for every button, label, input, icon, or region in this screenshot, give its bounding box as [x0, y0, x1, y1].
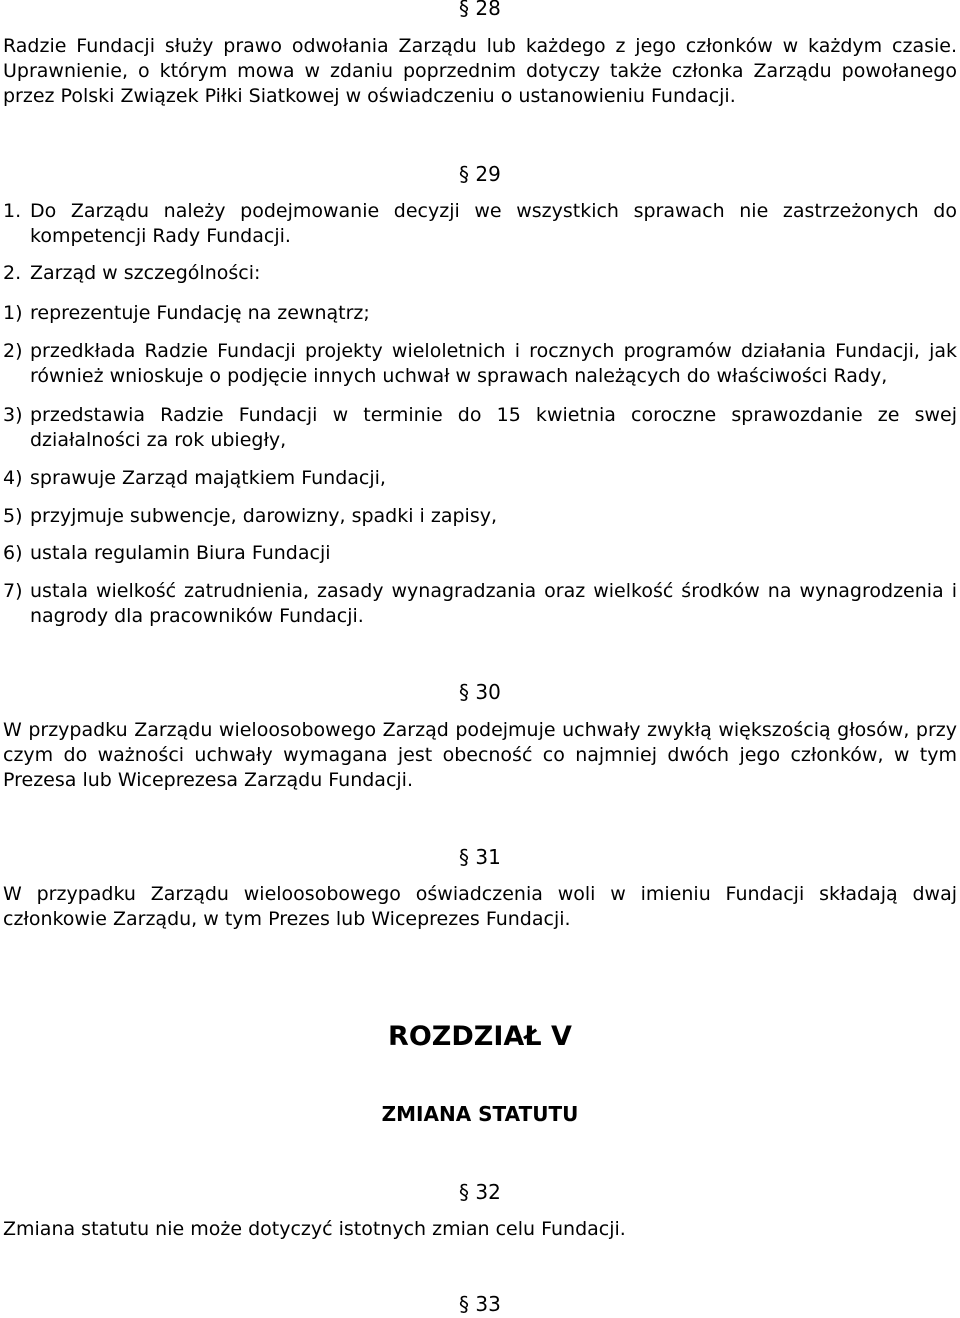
- list-item: [3, 466, 957, 491]
- list-item: [3, 339, 957, 389]
- section-29-point-1: [3, 199, 957, 249]
- list-item-number: 4): [3, 467, 23, 489]
- paragraph-32: Zmiana statutu nie może dotyczyć istotnych zmian celu Fundacji.: [3, 1218, 626, 1240]
- chapter-title: ROZDZIAŁ V: [388, 1021, 572, 1052]
- point-text: Zarząd w szczególności:: [30, 262, 261, 284]
- list-item-text: sprawuje Zarząd majątkiem Fundacji,: [30, 467, 386, 489]
- list-item: [3, 541, 957, 566]
- list-item: [3, 403, 957, 453]
- section-32-heading: § 32: [459, 1180, 501, 1204]
- list-item-text: przyjmuje subwencje, darowizny, spadki i zapisy,: [30, 505, 498, 527]
- paragraph-28: Radzie Fundacji służy prawo odwołania Zarządu lub każdego z jego członków w każdym czasie. Uprawnienie, o którym mowa w zdaniu poprzednim dotyczy także członka Zarządu powołanego przez Polski Związek Piłki Siatkowej w oświadczeniu o ustanowieniu Fundacji.: [3, 35, 957, 107]
- list-item-text: przedstawia Radzie Fundacji w terminie do 15 kwietnia coroczne sprawozdanie ze swej działalności za rok ubiegły,: [30, 404, 957, 451]
- list-item-number: 6): [3, 542, 23, 564]
- section-29-point-2: [3, 261, 957, 286]
- list-item-text: ustala regulamin Biura Fundacji: [30, 542, 331, 564]
- section-33-heading: § 33: [459, 1292, 501, 1316]
- list-item-number: 7): [3, 580, 23, 602]
- chapter-subtitle: ZMIANA STATUTU: [381, 1102, 579, 1126]
- list-item-text: przedkłada Radzie Fundacji projekty wieloletnich i rocznych programów działania Fundacji, jak również wnioskuje o podjęcie innych uchwał w sprawach należących do właściwości Rady,: [30, 340, 957, 387]
- section-29-heading: § 29: [459, 162, 501, 186]
- list-item-number: 1): [3, 302, 23, 324]
- list-item: [3, 579, 957, 629]
- section-31-heading: § 31: [459, 845, 501, 869]
- section-28-heading: § 28: [459, 0, 501, 20]
- list-item-text: reprezentuje Fundację na zewnątrz;: [30, 302, 370, 324]
- list-item: [3, 504, 957, 529]
- list-item-number: 3): [3, 404, 23, 426]
- point-number: 1.: [3, 200, 22, 222]
- point-number: 2.: [3, 262, 22, 284]
- list-item: [3, 301, 957, 326]
- list-item-number: 2): [3, 340, 23, 362]
- list-item-number: 5): [3, 505, 23, 527]
- list-item-text: ustala wielkość zatrudnienia, zasady wynagradzania oraz wielkość środków na wynagrodzenia i nagrody dla pracowników Fundacji.: [30, 580, 957, 627]
- point-text: Do Zarządu należy podejmowanie decyzji we wszystkich sprawach nie zastrzeżonych do kompetencji Rady Fundacji.: [30, 200, 957, 247]
- paragraph-30: W przypadku Zarządu wieloosobowego Zarząd podejmuje uchwały zwykłą większością głosów, przy czym do ważności uchwały wymagana jest obecność co najmniej dwóch jego członków, w tym Prezesa lub Wiceprezesa Zarządu Fundacji.: [3, 719, 957, 791]
- section-30-heading: § 30: [459, 680, 501, 704]
- paragraph-31: W przypadku Zarządu wieloosobowego oświadczenia woli w imieniu Fundacji składają dwaj członkowie Zarządu, w tym Prezes lub Wiceprezes Fundacji.: [3, 883, 957, 930]
